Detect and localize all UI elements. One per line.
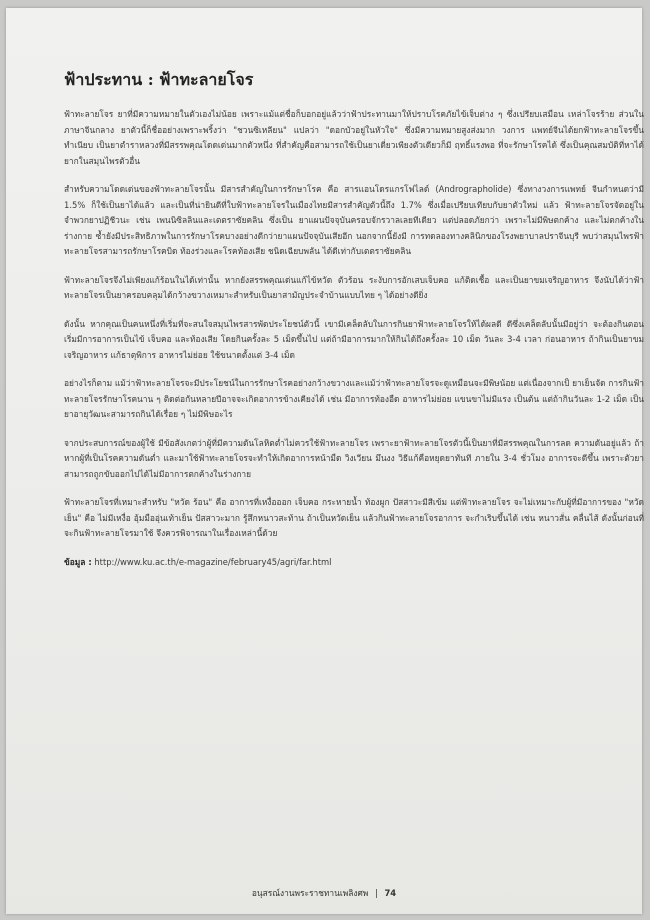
page-footer (6, 886, 642, 900)
article (64, 68, 644, 570)
paragraph-3: ฟ้าทะลายโจรจึงไม่เพียงแก้ร้อนในได้เท่านั้น หากยังสรรพคุณเด่นแก้ไข้หวัด ตัวร้อน ระงับการอักเสบเจ็บคอ แก้ติดเชื้อ และเป็นยาขมเจริญอาหาร จึงนับได้ว่าฟ้าทะลายโจรเป็นยาครอบคลุมได้กว้างขวางเหมาะสำหรับเป็นยาสามัญประจำบ้านแบบไทย ๆ ได้อย่างดียิ่ง (64, 274, 644, 300)
paragraph-1: ฟ้าทะลายโจร ยาที่มีความหมายในตัวเองไม่น้อย เพราะแม้แต่ชื่อก็บอกอยู่แล้วว่าฟ้าประทานมาให้ปราบโรคภัยไข้เจ็บต่าง ๆ ซึ่งเปรียบเสมือน เหล่าโจรร้าย ส่วนในภาษาจีนกลาง ยาตัวนี้ก็ชื่ออย่างเพราะพริ้งว่า "ชวนซิเหลียน" แปลว่า "ดอกบัวอยู่ในหัวใจ" ซึ่งมีความหมายสูงส่งมาก วงการ แพทย์จีนได้ยกฟ้าทะลายโจรขึ้นทำเนียบ เป็นยาตำราหลวงที่มีสรรพคุณโดดเด่นมากตัวหนึ่ง ที่สำคัญคือสามารถใช้เป็นยาเดี่ยวเพียงตัวเดียวก็มี ฤทธิ์แรงพอ ที่จะรักษาโรคได้ ซึ่งเป็นคุณสมบัติที่หาได้ยากในสมุนไพรตัวอื่น (64, 109, 644, 166)
paragraph-2: สำหรับความโดดเด่นของฟ้าทะลายโจรนั้น มีสารสำคัญในการรักษาโรค คือ สารแอนโดรแกรโฟไลด์ (Andrographolide) ซึ่งทางวงการแพทย์ จีนกำหนดว่ามี 1.5% ก็ใช้เป็นยาได้แล้ว และเป็นที่น่ายินดีที่ใบฟ้าทะลายโจรในเมืองไทยมีสารสำคัญตัวนี้ถึง 1.7% ซึ่งเมื่อเปรียบเทียบกับยาตัวใหม่ แล้ว ฟ้าทะลายโจรจัดอยู่ในจำพวกยาปฏิชีวนะ เช่น เพนนิซิลลินและเตตราซัยคลิน ซึ่งเป็น ยาแผนปัจจุบันครอบจักรวาลเลยทีเดียว แต่ปลอดภัยกว่า เพราะไม่มีพิษตกค้าง และไม่ตกค้างในร่างกาย ซ้ำยังมีประสิทธิภาพในการรักษาโรคบางอย่างดีกว่ายาแผนปัจจุบันเสียอีก นอกจากนี้ยังมี การทดลองทางคลินิกของโรงพยาบาลปราจีนบุรี พบว่าสมุนไพรฟ้าทะลายโจรสามารถรักษาโรคบิด ท้องร่วงและโรคท้องเสีย ชนิดเฉียบพลัน ได้ดีเท่ากับเตตราซัยคลิน (64, 184, 644, 256)
footer-separator: | (374, 888, 378, 898)
document-page (6, 8, 642, 914)
paragraph-6: จากประสบการณ์ของผู้ใช้ มีข้อสังเกตว่าผู้ที่มีความดันโลหิตต่ำไม่ควรใช้ฟ้าทะลายโจร เพราะยาฟ้าทะลายโจรตัวนี้เป็นยาที่มีสรรพคุณในการลด ความดันอยู่แล้ว ถ้าหากผู้ที่เป็นโรคความดันต่ำ และมาใช้ฟ้าทะลายโจรจะทำให้เกิดอาการหน้ามืด วิงเวียน มึนงง วิธีแก้คือหยุดยาทันที ภายใน 3-4 ชั่วโมง อาการจะดีขึ้น เพราะตัวยาสามารถถูกขับออกไปได้ไม่มีอาการตกค้างในร่างกาย (64, 437, 644, 479)
paragraph-5: อย่างไรก็ตาม แม้ว่าฟ้าทะลายโจรจะมีประโยชน์ในการรักษาโรคอย่างกว้างขวางและแม้ว่าฟ้าทะลายโจรจะดูเหมือนจะมีพิษน้อย แต่เนื่องจากเป็ ยาเย็นจัด การกินฟ้าทะลายโจรรักษาโรคนาน ๆ ติดต่อกันหลายปีอาจจะเกิดอาการข้างเคียงได้ เช่น มีอาการท้องอืด อาหารไม่ย่อย แขนขาไม่มีแรง เป็นต้น แต่ถ้ากินวันละ 1-2 เม็ด เป็นยาอายุวัฒนะสามารถกินได้เรื่อย ๆ ไม่มีพิษอะไร (64, 378, 644, 419)
article-title: ฟ้าประทาน : ฟ้าทะลายโจร (64, 70, 254, 89)
paragraph-4: ดังนั้น หากคุณเป็นคนหนึ่งที่เริ่มที่จะสนใจสมุนไพรสารพัดประโยชน์ตัวนี้ เขามีเคล็ดลับในการกินยาฟ้าทะลายโจรให้ได้ผลดี ดีซึ่งเคล็ดลับนั้นมีอยู่ว่า จะต้องกินตอนเริ่มมีการอาการเป็นไข้ เจ็บคอ และท้องเสีย โดยกินครั้งละ 5 เม็ดขึ้นไป แต่ถ้ามีอาการมากให้กินได้ถึงครั้งละ 10 เม็ด วันละ 3-4 เวลา ก่อนอาหาร ถ้ากินเป็นยาขมเจริญอาหาร แก้ธาตุพิการ อาหารไม่ย่อย ใช้ขนาดตั้งแต่ 3-4 เม็ด (64, 318, 644, 360)
source-reference (64, 555, 644, 570)
footer-text: อนุสรณ์งานพระราชทานเพลิงศพ (251, 888, 369, 898)
page-number: 74 (384, 888, 397, 898)
source-label: ข้อมูล : (64, 556, 92, 567)
paragraph-7: ฟ้าทะลายโจรที่เหมาะสำหรับ "หวัด ร้อน" คือ อาการที่เหงื่อออก เจ็บคอ กระหายน้ำ ท้องผูก ปัสสาวะมีสีเข้ม แต่ฟ้าทะลายโจร จะไม่เหมาะกับผู้ที่มีอาการของ "หวัดเย็น" คือ ไม่มีเหงื่อ อุ้มมืออุ่นเท้าเย็น ปัสสาวะมาก รู้สึกหนาวสะท้าน ถ้าเป็นหวัดเย็น แล้วกินฟ้าทะลายโจรอาการ จะกำเริบขึ้นได้ เช่น หนาวสั่น คลื่นไส้ ดังนั้นก่อนที่จะกินฟ้าทะลายโจรมาใช้ จึงควรพิจารณาในเรื่องเหล่านี้ด้วย (64, 497, 644, 538)
source-url[interactable]: http://www.ku.ac.th/e-magazine/february45/agri/far.html (94, 556, 332, 567)
